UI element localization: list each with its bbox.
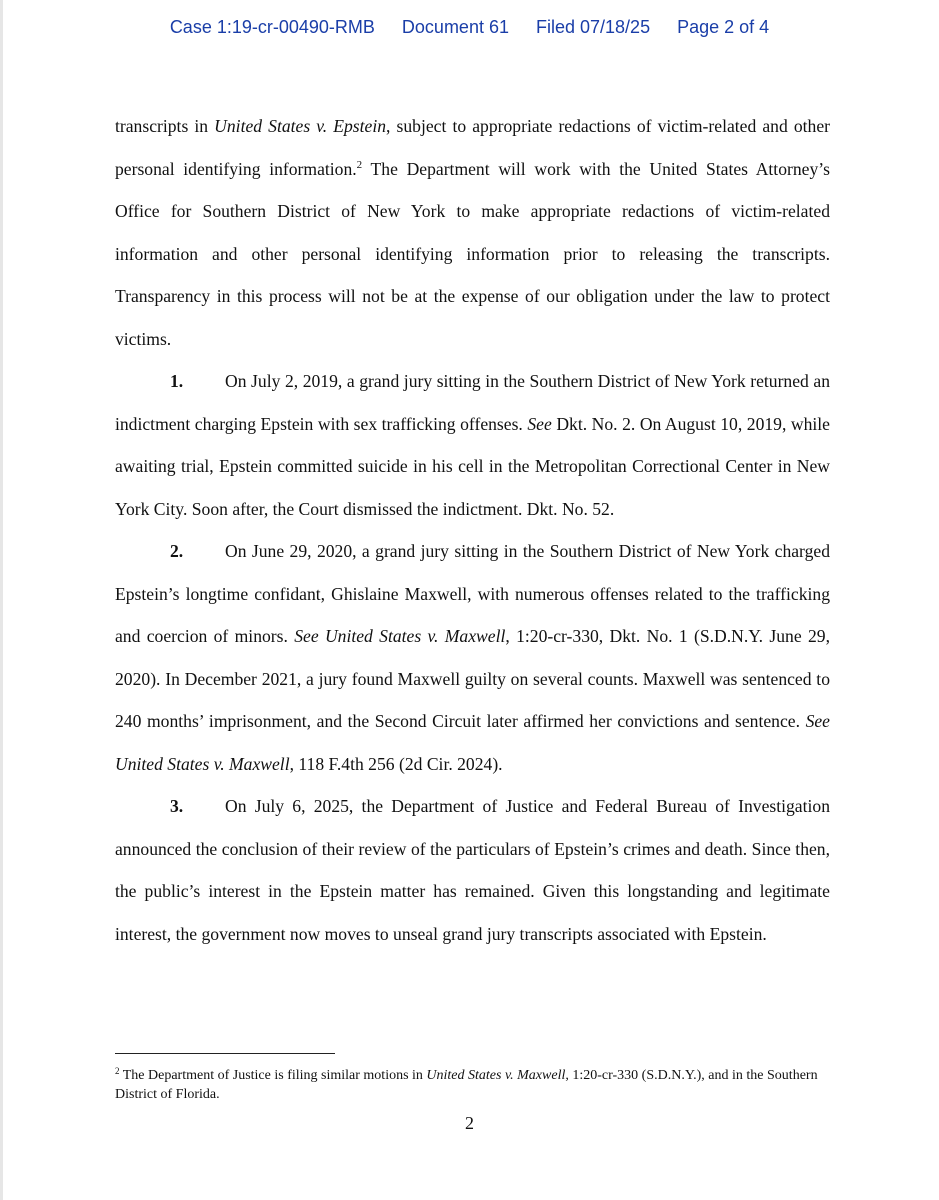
text-run: On July 6, 2025, the Department of Justice and Federal Bureau of Investigation announced the conclusion of their review of the particulars of Epstein’s crimes and death. Since then, the public’s interest in the Epstein matter has remained. Given this longstanding and legitimate interest, the government now moves to unseal grand jury transcripts associated with Epstein.: [115, 796, 830, 944]
text-run: transcripts in: [115, 116, 215, 136]
filed-date: Filed 07/18/25: [536, 17, 651, 37]
paragraph-1: [115, 360, 830, 530]
page-edge: [0, 0, 3, 1200]
text-run: , 1:20-cr-330, Dkt. No. 1 (S.D.N.Y. June 29, 2020). In December 2021, a jury found Maxwell guilty on several counts. Maxwell was sentenced to 240 months’ imprisonment, and the Second Circuit later affirmed her convictions and sentence.: [115, 626, 830, 731]
page-number: 2: [465, 1113, 474, 1133]
case-citation: See United States v. Maxwell: [294, 626, 506, 646]
document-number: Document 61: [401, 17, 509, 37]
text-run: On July 2, 2019, a grand jury sitting in the Southern District of New York returned an indictment charging Epstein with sex trafficking offenses.: [115, 371, 830, 434]
case-number: Case 1:19-cr-00490-RMB: [169, 17, 375, 37]
footnote-reference: 2: [356, 158, 363, 171]
footnote-divider: [115, 1053, 335, 1054]
case-citation: United States v. Epstein: [214, 116, 387, 136]
paragraph-number: 3.: [170, 796, 184, 816]
case-citation: United States v. Maxwell: [426, 1068, 566, 1083]
text-run: The Department will work with the United States Attorney’s Office for Southern District of New York to make appropriate redactions of victim-related information and other personal identifying information prior to releasing the transcripts. Transparency in this process will not be at the expense of our obligation under the law to protect victims.: [115, 158, 830, 349]
body-text: [115, 105, 830, 955]
case-citation: See United States v. Maxwell: [115, 711, 830, 774]
case-header: [0, 17, 939, 38]
signal-word: See: [527, 413, 552, 434]
intro-paragraph: [115, 105, 830, 360]
footnote-marker: 2: [115, 1066, 120, 1076]
text-run: , subject to appropriate redactions of victim-related and other personal identifying information.: [115, 116, 830, 179]
paragraph-number: 1.: [170, 371, 184, 391]
text-run: , 1:20-cr-330 (S.D.N.Y.), and in the Southern District of Florida.: [115, 1068, 818, 1102]
paragraph-2: [115, 530, 830, 785]
footnote: [115, 1066, 830, 1104]
text-run: Dkt. No. 2. On August 10, 2019, while awaiting trial, Epstein committed suicide in his cell in the Metropolitan Correctional Center in New York City. Soon after, the Court dismissed the indictment. Dkt. No. 52.: [115, 413, 830, 519]
paragraph-number: 2.: [170, 541, 184, 561]
paragraph-3: [115, 785, 830, 955]
text-run: , 118 F.4th 256 (2d Cir. 2024).: [289, 753, 503, 774]
page-count: Page 2 of 4: [677, 17, 770, 37]
text-run: On June 29, 2020, a grand jury sitting in the Southern District of New York charged Epstein’s longtime confidant, Ghislaine Maxwell, with numerous offenses related to the trafficking and coercion of minors.: [115, 541, 830, 646]
text-run: The Department of Justice is filing similar motions in: [119, 1068, 427, 1083]
